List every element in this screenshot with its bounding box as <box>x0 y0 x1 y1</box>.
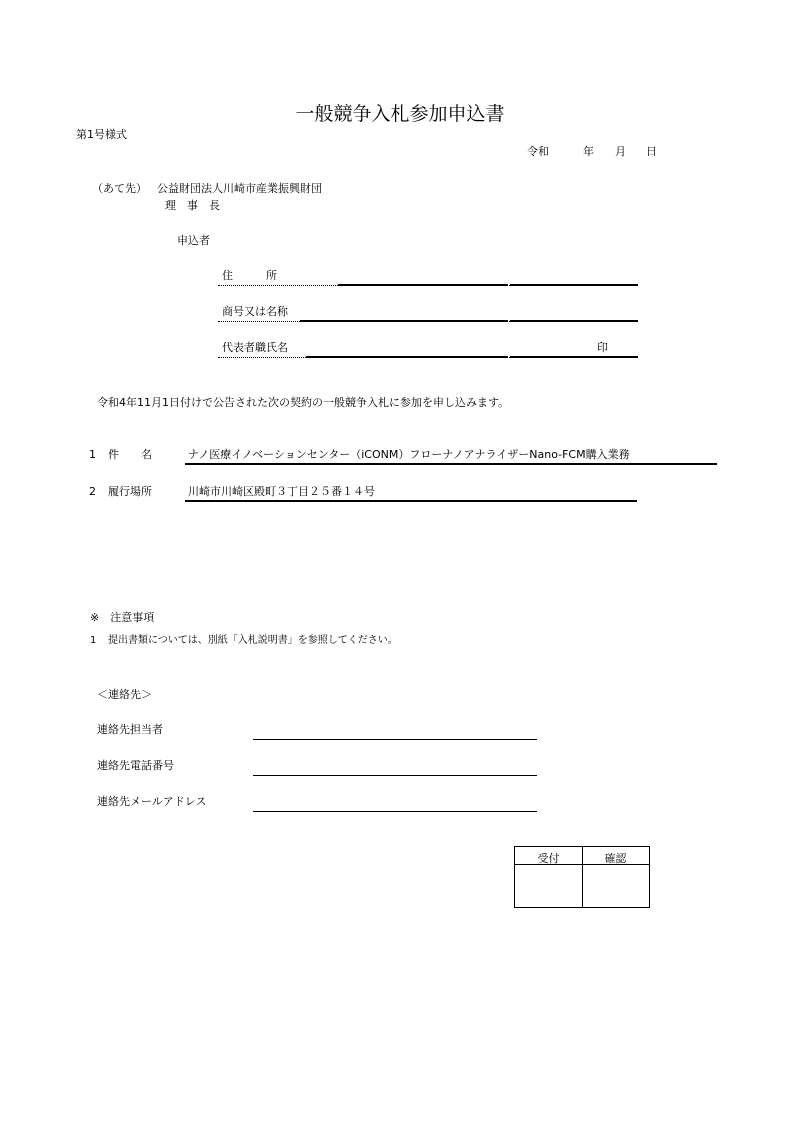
date-day: 日 <box>646 145 657 158</box>
application-statement: 令和4年11月1日付けで公告された次の契約の一般競争入札に参加を申し込みます。 <box>97 396 510 409</box>
item-underline-1 <box>185 463 717 465</box>
date-year: 年 <box>583 145 594 158</box>
addressee-organization: 公益財団法人川崎市産業振興財団 <box>157 182 322 195</box>
contact-person-label: 連絡先担当者 <box>97 723 163 736</box>
contact-person-field[interactable] <box>253 739 537 740</box>
contact-phone-field[interactable] <box>253 775 537 776</box>
contact-heading: ＜連絡先＞ <box>97 688 152 701</box>
item-label-1: 件 名 <box>108 448 152 461</box>
contact-phone-label: 連絡先電話番号 <box>97 759 174 772</box>
stamp-confirmed-label: 確認 <box>604 852 627 865</box>
item-value-2: 川崎市川崎区殿町３丁目２５番１４号 <box>188 485 375 498</box>
applicant-company-label: 商号又は名称 <box>222 305 288 318</box>
notes-heading: ※ 注意事項 <box>90 611 155 624</box>
applicant-address-label: 住 所 <box>222 269 277 282</box>
item-label-2: 履行場所 <box>108 485 152 498</box>
address-field-line-2[interactable] <box>510 284 638 286</box>
applicant-representative-label: 代表者職氏名 <box>222 341 288 354</box>
item-value-1: ナノ医療イノベーションセンター（iCONM）フローナノアナライザーNano-FCM購入業務 <box>188 448 630 461</box>
stamp-table <box>514 846 650 908</box>
addressee-position: 理 事 長 <box>165 199 220 212</box>
form-number: 第1号様式 <box>76 128 127 141</box>
company-field-line-2[interactable] <box>510 320 638 322</box>
contact-email-field[interactable] <box>253 811 537 812</box>
stamp-received-label: 受付 <box>537 852 560 865</box>
item-number-1: 1 <box>89 448 96 461</box>
representative-field-line-2[interactable] <box>510 356 638 358</box>
applicant-heading: 申込者 <box>177 234 210 247</box>
address-field-line[interactable] <box>338 284 508 286</box>
seal-mark: 印 <box>597 341 608 354</box>
item-underline-2 <box>185 500 637 502</box>
date-month: 月 <box>615 145 626 158</box>
date-era: 令和 <box>527 145 549 158</box>
representative-field-line[interactable] <box>306 356 508 358</box>
note-number-1: 1 <box>90 635 97 646</box>
note-text-1: 提出書類については、別紙「入札説明書」を参照してください。 <box>108 635 398 646</box>
document-title: 一般競争入札参加申込書 <box>295 103 505 125</box>
item-number-2: 2 <box>89 485 96 498</box>
company-field-line[interactable] <box>300 320 508 322</box>
addressee-prefix: （あて先） <box>92 182 147 195</box>
contact-email-label: 連絡先メールアドレス <box>97 795 207 808</box>
